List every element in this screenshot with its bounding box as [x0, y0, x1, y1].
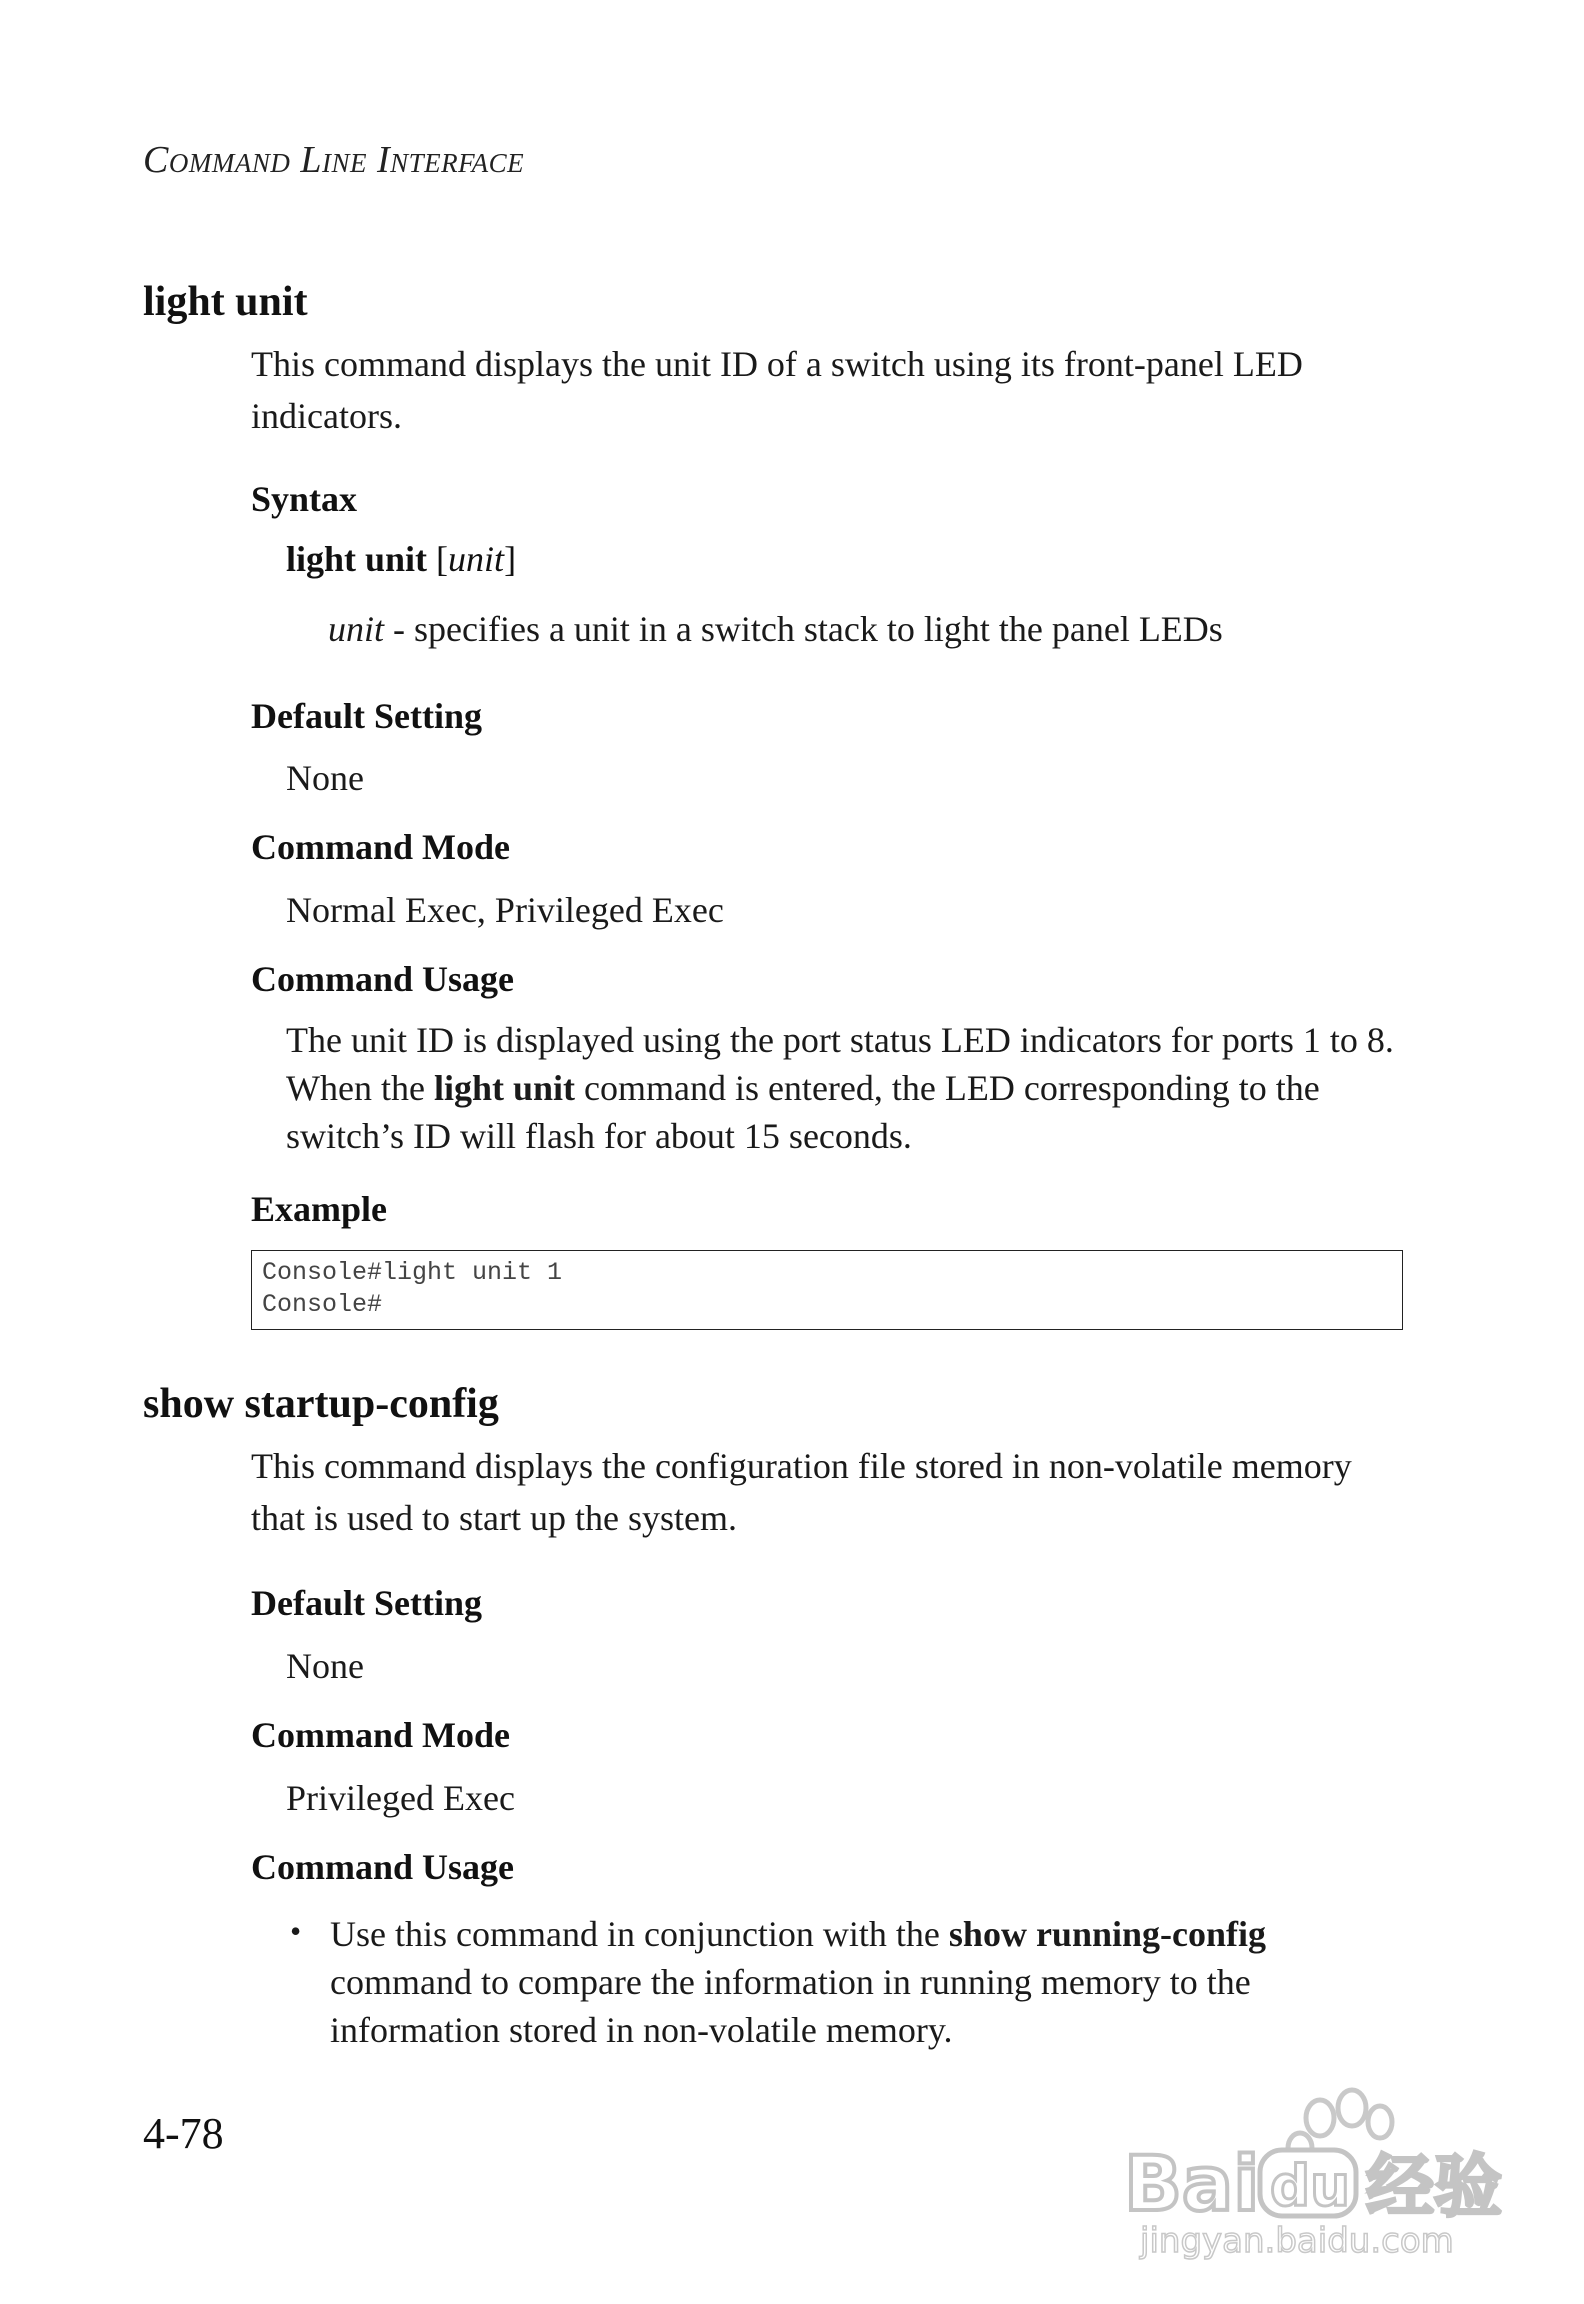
svg-text:经验: 经验 [1366, 2148, 1503, 2227]
command-description: This command displays the unit ID of a switch using its front-panel LED indicators. [251, 344, 1303, 436]
baidu-jingyan-watermark [1110, 2060, 1530, 2260]
usage-bullet-text [330, 1910, 1410, 2054]
bullet-icon: • [290, 1913, 302, 1949]
bullet-text-1: Use this command in conjunction with the [330, 1914, 949, 1954]
bullet-bold-command: show running-config [948, 1914, 1266, 1954]
param-text: - specifies a unit in a switch stack to light the panel LEDs [384, 609, 1223, 649]
syntax-param: unit [448, 539, 505, 579]
command-usage-heading: Command Usage [251, 959, 515, 999]
example-heading: Example [251, 1189, 388, 1229]
default-setting-value: None [286, 758, 364, 798]
default-setting-heading: Default Setting [251, 696, 482, 736]
command-mode-heading: Command Mode [251, 1715, 510, 1755]
command-title-show-startup-config: show startup-config [143, 1381, 499, 1427]
page-number: 4-78 [143, 2109, 224, 2158]
code-line-2: Console# [262, 1290, 383, 1319]
example-code-box [251, 1250, 1403, 1330]
command-usage-heading: Command Usage [251, 1847, 515, 1887]
running-header: Command Line Interface [143, 139, 525, 181]
usage-bold-command: light unit [433, 1068, 575, 1108]
syntax-heading: Syntax [251, 479, 358, 519]
command-mode-value: Normal Exec, Privileged Exec [286, 890, 724, 930]
command-usage-text [286, 1016, 1406, 1160]
syntax-open-bracket: [ [436, 539, 449, 579]
command-description: This command displays the configuration file stored in non-volatile memory that is used to start up the system. [251, 1446, 1352, 1538]
command-mode-heading: Command Mode [251, 827, 510, 867]
syntax-line [286, 538, 516, 580]
default-setting-heading: Default Setting [251, 1583, 482, 1623]
param-name: unit [328, 609, 385, 649]
bullet-text-2: command to compare the information in running memory to the information stored in non-volatile memory. [330, 1962, 1251, 2050]
syntax-close-bracket: ] [504, 539, 517, 579]
command-mode-value: Privileged Exec [286, 1778, 515, 1818]
svg-text:jingyan.baidu.com: jingyan.baidu.com [1140, 2221, 1454, 2260]
usage-text-2: command is entered, the LED corresponding to the switch’s ID will flash for about 15 seconds. [286, 1068, 1320, 1156]
param-description [328, 608, 1223, 650]
svg-text:du: du [1270, 2154, 1350, 2219]
command-title-light-unit: light unit [143, 279, 308, 325]
svg-text:Bai: Bai [1124, 2139, 1260, 2228]
syntax-command: light unit [286, 539, 428, 579]
usage-text-1: The unit ID is displayed using the port status LED indicators for ports 1 to 8. When the [286, 1020, 1394, 1108]
default-setting-value: None [286, 1646, 364, 1686]
code-line-1: Console#light unit 1 [262, 1258, 563, 1287]
